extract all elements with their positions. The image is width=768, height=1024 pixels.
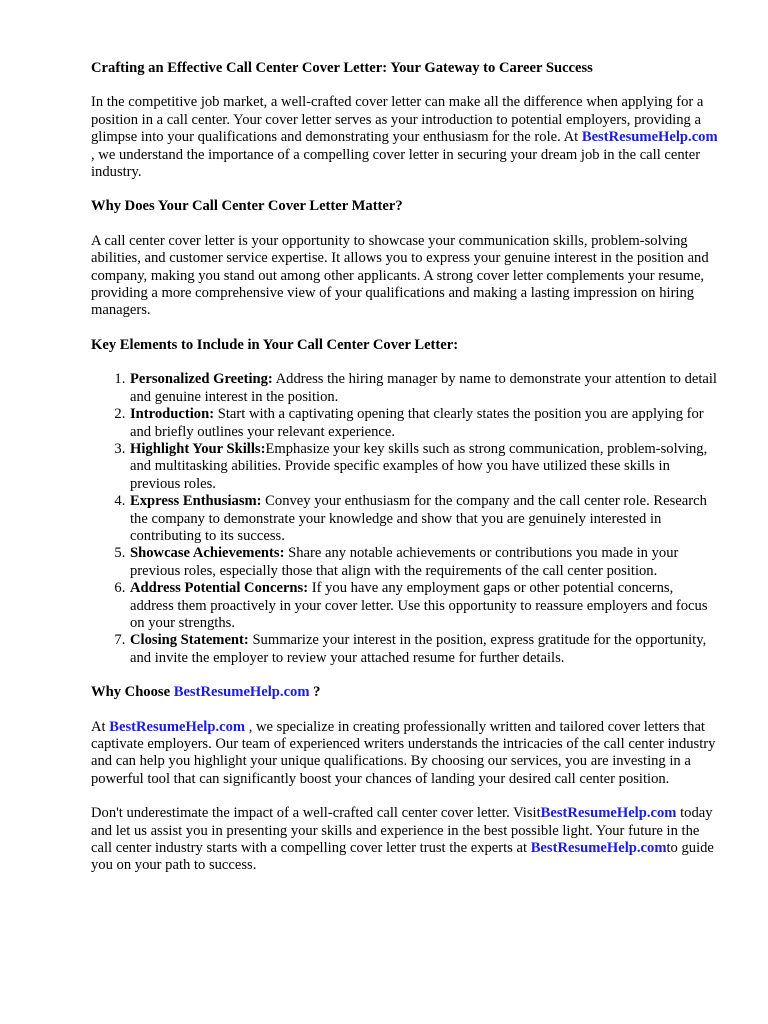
- list-item: [129, 580, 719, 632]
- document-title: Crafting an Effective Call Center Cover Letter: Your Gateway to Career Success: [91, 60, 593, 76]
- list-item: [129, 545, 719, 580]
- list-item-text: Summarize your interest in the position, express gratitude for the opportunity, and invite the employer to review your attached resume for further details.: [130, 632, 707, 666]
- closing-part2: today and let us assist you in presenting your skills and experience in the best possible light. Your future in the call center industry starts with a compelling cover letter trust the experts at: [91, 805, 713, 857]
- key-elements-heading: Key Elements to Include in Your Call Center Cover Letter:: [91, 336, 459, 353]
- list-item-title: Highlight Your Skills:: [130, 440, 266, 457]
- why-choose-heading-link[interactable]: BestResumeHelp.com: [173, 684, 310, 701]
- document-page: [91, 60, 719, 875]
- list-item-text: Address the hiring manager by name to demonstrate your attention to detail and genuine interest in the position.: [130, 371, 717, 405]
- list-item-text: Convey your enthusiasm for the company and the call center role. Research the company to demonstrate your knowledge and show that you are genuinely interested in contributing to its success.: [130, 493, 707, 544]
- intro-link[interactable]: BestResumeHelp.com: [581, 129, 718, 146]
- list-item-title: Personalized Greeting:: [130, 371, 273, 388]
- list-item-text: If you have any employment gaps or other potential concerns, address them proactively in your cover letter. Use this opportunity to reassure employers and focus on your strengths.: [130, 580, 708, 631]
- intro-text-after: , we understand the importance of a compelling cover letter in securing your dream job in the call center industry.: [91, 146, 701, 181]
- why-choose-body-before: At: [91, 718, 106, 735]
- list-item-text: Share any notable achievements or contributions you made in your previous roles, especially those that align with the requirements of the call center position.: [130, 545, 679, 579]
- list-item: [129, 406, 719, 441]
- closing-link-1[interactable]: BestResumeHelp.com: [540, 805, 677, 822]
- closing-part1: Don't underestimate the impact of a well-crafted call center cover letter. Visit: [91, 805, 541, 822]
- intro-paragraph: [91, 94, 719, 181]
- why-choose-heading-before: Why Choose: [91, 684, 171, 701]
- list-item-text: Emphasize your key skills such as strong communication, problem-solving, and multitasking abilities. Provide specific examples of how you have utilized these skills in previous roles.: [130, 440, 708, 492]
- list-item-title: Address Potential Concerns:: [130, 580, 309, 597]
- why-choose-body-link[interactable]: BestResumeHelp.com: [109, 718, 246, 735]
- list-item-title: Showcase Achievements:: [130, 545, 285, 562]
- why-choose-paragraph: [91, 719, 719, 789]
- intro-text-before: In the competitive job market, a well-crafted cover letter can make all the difference when applying for a position in a call center. Your cover letter serves as your introduction to potential employers, providing a glimpse into your qualifications and demonstrating your enthusiasm for the role. At: [91, 94, 704, 146]
- list-item: [129, 493, 719, 545]
- list-item-text: Start with a captivating opening that clearly states the position you are applying for and briefly outlines your relevant experience.: [130, 406, 704, 440]
- why-matter-heading: Why Does Your Call Center Cover Letter Matter?: [91, 198, 403, 215]
- list-item-title: Express Enthusiasm:: [130, 493, 262, 510]
- closing-paragraph: [91, 805, 719, 875]
- closing-part3: to guide you on your path to success.: [91, 840, 714, 874]
- list-item-title: Closing Statement:: [130, 632, 249, 649]
- list-item: [129, 632, 719, 667]
- why-choose-heading-after: ?: [313, 684, 321, 701]
- why-choose-body-after: , we specialize in creating professionally written and tailored cover letters that captivate employers. Our team of experienced writers understands the intricacies of the call center industry and can help you highlight your unique qualifications. By choosing our services, you are investing in a powerful tool that can significantly boost your chances of landing your desired call center position.: [91, 718, 716, 787]
- why-choose-heading: [91, 684, 719, 701]
- closing-link-2[interactable]: BestResumeHelp.com: [530, 840, 667, 857]
- list-item: [129, 371, 719, 406]
- list-item-title: Introduction:: [130, 406, 215, 423]
- key-elements-list: [91, 371, 719, 667]
- why-matter-paragraph: A call center cover letter is your opportunity to showcase your communication skills, problem-solving abilities, and customer service expertise. It allows you to express your genuine interest in the position and company, making you stand out among other applicants. A strong cover letter complements your resume, providing a more comprehensive view of your qualifications and making a lasting impression on hiring managers.: [91, 232, 709, 319]
- list-item: [129, 441, 719, 493]
